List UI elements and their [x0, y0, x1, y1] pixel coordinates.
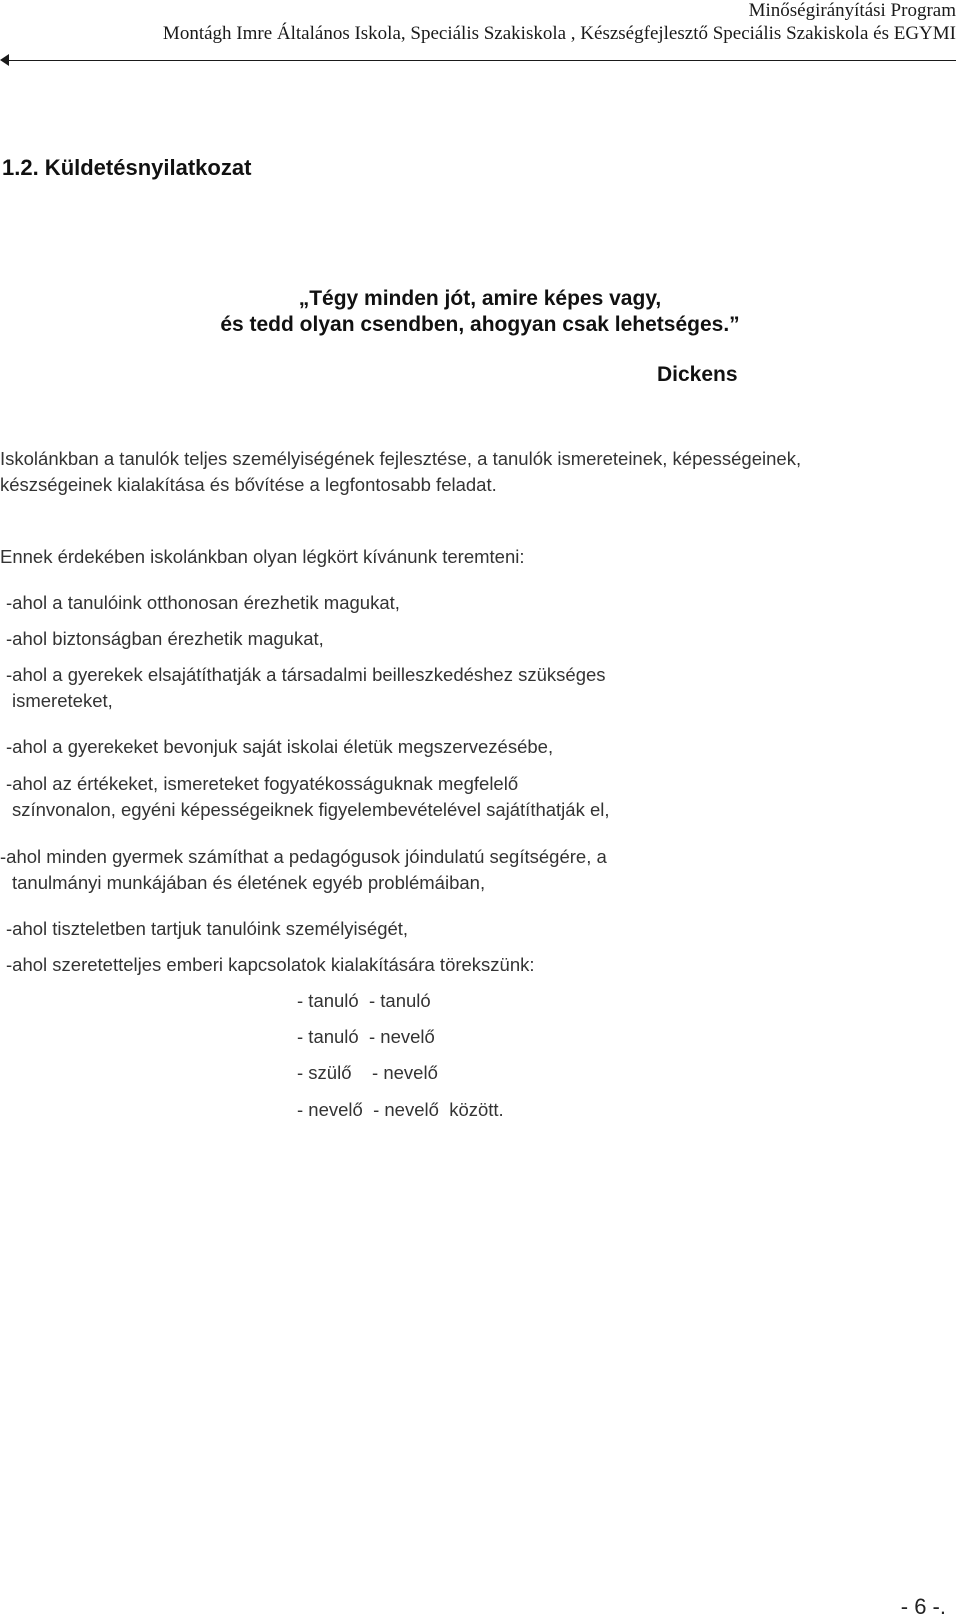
relation-pair: - nevelő - nevelő között. [297, 1099, 504, 1120]
intro-line-2: készségeinek kialakítása és bővítése a legfontosabb feladat. [0, 474, 497, 495]
list-item: -ahol tiszteletben tartjuk tanulóink személyiségét, [6, 918, 409, 939]
relation-pair: - tanuló - tanuló [297, 990, 431, 1011]
list-item: -ahol minden gyermek számíthat a pedagógusok jóindulatú segítségére, a [0, 846, 607, 867]
quote-line-2: és tedd olyan csendben, ahogyan csak lehetséges.” [220, 313, 740, 336]
relation-pair: - tanuló - nevelő [297, 1026, 435, 1047]
quote-line-1: „Tégy minden jót, amire képes vagy, [298, 287, 662, 310]
lead-paragraph: Ennek érdekében iskolánkban olyan légkört kívánunk teremteni: [0, 546, 525, 567]
header-school: Montágh Imre Általános Iskola, Speciális Szakiskola , Készségfejlesztő Speciális Szakiskola és EGYMI [162, 23, 956, 44]
list-item-continuation: tanulmányi munkájában és életének egyéb problémáiban, [12, 872, 486, 893]
list-item: -ahol a gyerekek elsajátíthatják a társadalmi beilleszkedéshez szükséges [6, 664, 606, 685]
intro-line-1: Iskolánkban a tanulók teljes személyiségének fejlesztése, a tanulók ismereteinek, képességeinek, [0, 448, 802, 469]
list-item: -ahol a gyerekeket bevonjuk saját iskolai életük megszervezésébe, [6, 736, 554, 757]
quote-author: Dickens [657, 363, 738, 386]
relation-pair: - szülő - nevelő [297, 1062, 438, 1083]
header-rule [6, 60, 956, 61]
arrow-left-icon [0, 54, 9, 66]
section-title: 1.2. Küldetésnyilatkozat [2, 155, 252, 180]
list-item: -ahol a tanulóink otthonosan érezhetik magukat, [6, 592, 400, 613]
list-item-continuation: ismereteket, [12, 690, 113, 711]
list-item-continuation: színvonalon, egyéni képességeiknek figyelembevételével sajátíthatják el, [12, 799, 610, 820]
page-number: - 6 -. [900, 1594, 946, 1619]
list-item: -ahol szeretetteljes emberi kapcsolatok kialakítására törekszünk: [6, 954, 535, 975]
header-program: Minőségirányítási Program [748, 0, 956, 21]
list-item: -ahol az értékeket, ismereteket fogyatékosságuknak megfelelő [6, 773, 519, 794]
list-item: -ahol biztonságban érezhetik magukat, [6, 628, 324, 649]
